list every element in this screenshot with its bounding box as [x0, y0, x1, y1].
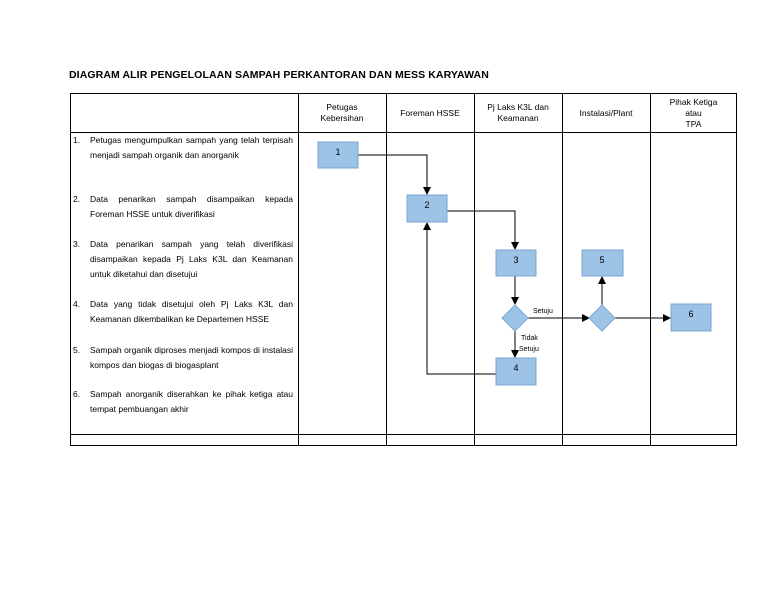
connector-4-to-2: [427, 223, 496, 374]
step-text: Data penarikan sampah yang telah diverifikasi disampaikan kepada Pj Laks K3L dan Keamanan untuk diketahui dan disetujui: [90, 239, 293, 279]
step-number: 4.: [73, 299, 81, 309]
step-text: Data penarikan sampah disampaikan kepada Foreman HSSE untuk diverifikasi: [90, 194, 293, 219]
diagram-title: DIAGRAM ALIR PENGELOLAAN SAMPAH PERKANTORAN DAN MESS KARYAWAN: [69, 69, 489, 81]
step-text: Data yang tidak disetujui oleh Pj Laks K3L dan Keamanan dikembalikan ke Departemen HSSE: [90, 299, 293, 324]
box-label-3: 3: [513, 255, 519, 265]
column-header-pihak-ketiga: Pihak Ketiga atau TPA: [669, 96, 718, 129]
step-text: Petugas mengumpulkan sampah yang telah terpisah menjadi sampah organik dan anorganik: [90, 135, 293, 160]
step-number: 6.: [73, 389, 81, 399]
step-number: 3.: [73, 239, 81, 249]
step-number: 1.: [73, 135, 81, 145]
column-header-instalasi-plant: Instalasi/Plant: [579, 107, 633, 118]
box-label-2: 2: [424, 200, 430, 210]
decision-diamond-waste-type: [589, 305, 615, 331]
box-label-1: 1: [335, 147, 341, 157]
connector-1-to-2: [358, 155, 427, 194]
box-label-6: 6: [688, 309, 694, 319]
decision-diamond-approval: [502, 305, 528, 331]
column-header-pj-laks-k3l: Pj Laks K3L dan Keamanan: [487, 102, 549, 123]
connector-2-to-3: [447, 211, 515, 249]
step-text: Sampah organik diproses menjadi kompos di instalasi kompos dan biogas di biogasplant: [90, 345, 293, 370]
step-number: 5.: [73, 345, 81, 355]
label-tidak-setuju: Setuju: [519, 346, 539, 353]
label-tidak: Tidak: [521, 335, 538, 342]
box-label-4: 4: [513, 363, 519, 373]
step-number: 2.: [73, 194, 81, 204]
step-text: Sampah anorganik diserahkan ke pihak ketiga atau tempat pembuangan akhir: [90, 389, 293, 414]
label-setuju: Setuju: [533, 308, 553, 315]
box-label-5: 5: [599, 255, 605, 265]
column-header-petugas-kebersihan: Petugas Kebersihan: [320, 102, 364, 123]
column-header-foreman-hsse: Foreman HSSE: [400, 107, 460, 118]
